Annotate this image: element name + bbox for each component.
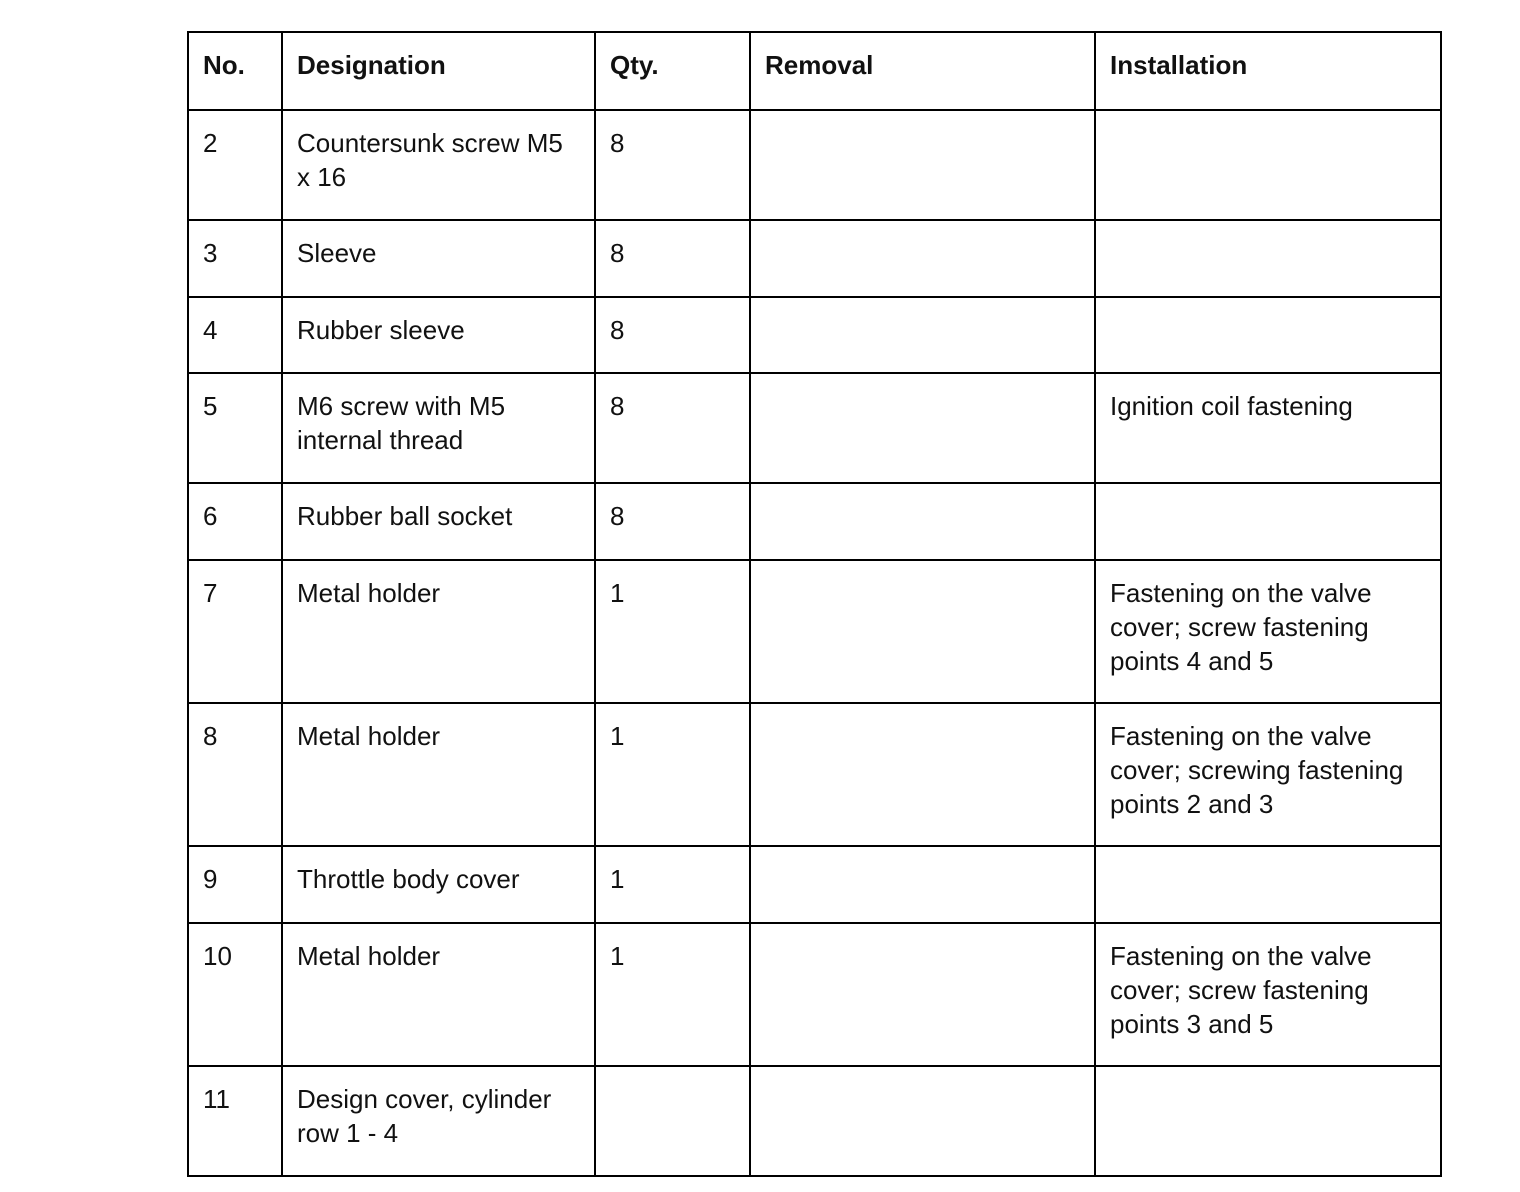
cell-installation — [1095, 220, 1441, 297]
cell-designation: Countersunk screw M5 x 16 — [282, 110, 595, 220]
cell-qty: 1 — [595, 846, 750, 923]
cell-designation: Metal holder — [282, 560, 595, 703]
cell-removal — [750, 1066, 1095, 1176]
cell-removal — [750, 560, 1095, 703]
cell-no: 9 — [188, 846, 282, 923]
cell-designation: Rubber ball socket — [282, 483, 595, 560]
cell-no: 7 — [188, 560, 282, 703]
cell-installation: Ignition coil fastening — [1095, 373, 1441, 483]
cell-designation: Metal holder — [282, 703, 595, 846]
cell-qty: 1 — [595, 703, 750, 846]
table-row — [188, 373, 1441, 483]
table-row — [188, 1066, 1441, 1176]
cell-qty: 8 — [595, 110, 750, 220]
cell-removal — [750, 483, 1095, 560]
parts-table — [187, 31, 1442, 1177]
cell-installation: Fastening on the valve cover; screwing fastening points 2 and 3 — [1095, 703, 1441, 846]
cell-designation: M6 screw with M5 internal thread — [282, 373, 595, 483]
cell-removal — [750, 297, 1095, 373]
cell-installation — [1095, 110, 1441, 220]
cell-designation: Metal holder — [282, 923, 595, 1066]
cell-qty: 8 — [595, 297, 750, 373]
cell-no: 10 — [188, 923, 282, 1066]
cell-no: 6 — [188, 483, 282, 560]
cell-removal — [750, 846, 1095, 923]
cell-removal — [750, 703, 1095, 846]
cell-installation — [1095, 1066, 1441, 1176]
cell-no: 8 — [188, 703, 282, 846]
cell-no: 4 — [188, 297, 282, 373]
header-designation: Designation — [282, 32, 595, 110]
header-removal: Removal — [750, 32, 1095, 110]
cell-qty: 8 — [595, 483, 750, 560]
table-row — [188, 483, 1441, 560]
cell-designation: Design cover, cylinder row 1 - 4 — [282, 1066, 595, 1176]
cell-removal — [750, 373, 1095, 483]
cell-installation: Fastening on the valve cover; screw fastening points 3 and 5 — [1095, 923, 1441, 1066]
cell-no: 5 — [188, 373, 282, 483]
cell-designation: Sleeve — [282, 220, 595, 297]
cell-qty — [595, 1066, 750, 1176]
cell-removal — [750, 110, 1095, 220]
cell-removal — [750, 220, 1095, 297]
header-row — [188, 32, 1441, 110]
table-row — [188, 923, 1441, 1066]
cell-installation — [1095, 483, 1441, 560]
table-row — [188, 560, 1441, 703]
cell-designation: Rubber sleeve — [282, 297, 595, 373]
cell-qty: 1 — [595, 923, 750, 1066]
cell-designation: Throttle body cover — [282, 846, 595, 923]
table-row — [188, 297, 1441, 373]
cell-removal — [750, 923, 1095, 1066]
table-row — [188, 220, 1441, 297]
cell-qty: 1 — [595, 560, 750, 703]
table-row — [188, 703, 1441, 846]
cell-installation — [1095, 846, 1441, 923]
cell-qty: 8 — [595, 220, 750, 297]
table-row — [188, 110, 1441, 220]
cell-no: 11 — [188, 1066, 282, 1176]
header-no: No. — [188, 32, 282, 110]
header-installation: Installation — [1095, 32, 1441, 110]
cell-installation: Fastening on the valve cover; screw fastening points 4 and 5 — [1095, 560, 1441, 703]
header-qty: Qty. — [595, 32, 750, 110]
table-row — [188, 846, 1441, 923]
cell-no: 2 — [188, 110, 282, 220]
cell-qty: 8 — [595, 373, 750, 483]
cell-no: 3 — [188, 220, 282, 297]
cell-installation — [1095, 297, 1441, 373]
